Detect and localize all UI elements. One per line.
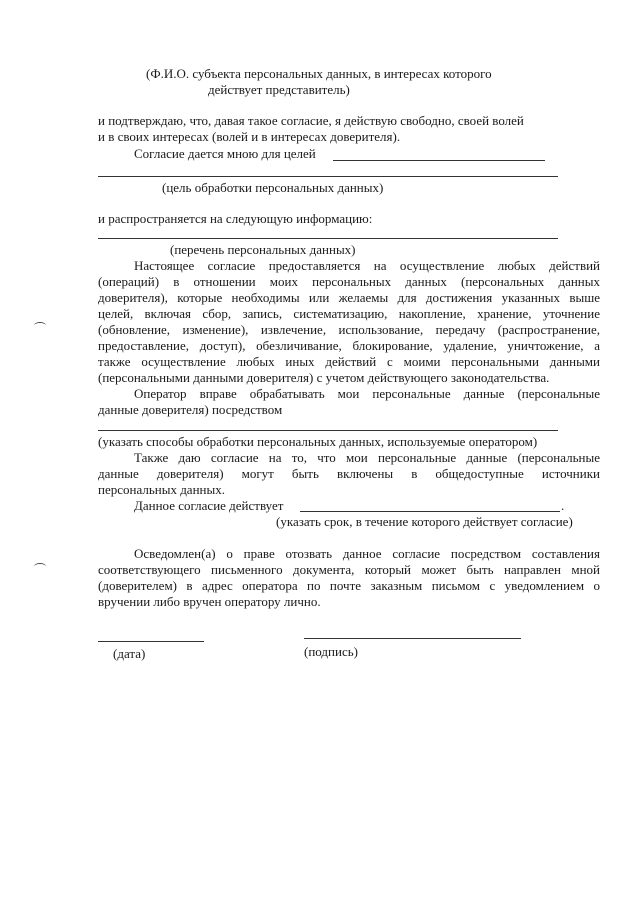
public-sources-line: данные доверителя) могут быть включены в общедоступные источники (98, 466, 600, 481)
operator-line-2: данные доверителя) посредством (98, 402, 283, 417)
info-label: и распространяется на следующую информацию: (98, 211, 373, 226)
consent-line: предоставление, доступ), обезличивание, блокирование, удаление, уничтожение, а (98, 338, 600, 353)
consent-line: (обновление, изменение), извлечение, использование, передачу (распространение, (98, 322, 600, 337)
date-blank (98, 641, 204, 642)
confirm-line-2: и в своих интересах (волей и в интересах доверителя). (98, 129, 401, 144)
purpose-label: Согласие дается мною для целей (134, 146, 316, 161)
validity-end: . (561, 498, 565, 513)
purpose-blank-full (98, 176, 558, 177)
scan-mark (34, 322, 46, 329)
revocation-line: Осведомлен(а) о праве отозвать данное согласие посредством составления (134, 546, 600, 561)
signature-caption: (подпись) (304, 644, 358, 659)
validity-blank (300, 511, 560, 512)
info-caption: (перечень персональных данных) (170, 242, 356, 257)
consent-line: (операций) в отношении моих персональных данных (персональных данных (98, 274, 600, 289)
public-sources-line: персональных данных. (98, 482, 225, 497)
operator-line-1: Оператор вправе обрабатывать мои персональные данные (персональные (134, 386, 600, 401)
consent-line: доверителя), которые необходимы или желаемы для достижения указанных выше (98, 290, 600, 305)
revocation-line: соответствующего письменного документа, который может быть направлен мной (98, 562, 600, 577)
purpose-caption: (цель обработки персональных данных) (162, 180, 384, 195)
public-sources-line: Также даю согласие на то, что мои персональные данные (персональные (134, 450, 600, 465)
representative-caption: действует представитель) (208, 82, 350, 97)
consent-line: (персональными данными доверителя) с учетом действующего законодательства. (98, 370, 550, 385)
revocation-line: (доверителем) в адрес оператора по почте заказным письмом с уведомлением о (98, 578, 600, 593)
date-caption: (дата) (113, 646, 146, 661)
subject-name-caption: (Ф.И.О. субъекта персональных данных, в интересах которого (146, 66, 492, 81)
operator-caption: (указать способы обработки персональных данных, используемые оператором) (98, 434, 538, 449)
operator-blank (98, 430, 558, 431)
validity-label: Данное согласие действует (134, 498, 284, 513)
consent-line: также осуществление любых иных действий с моими персональными данными (98, 354, 600, 369)
consent-line: целей, включая сбор, запись, систематизацию, накопление, хранение, уточнение (98, 306, 600, 321)
purpose-blank-short (333, 160, 545, 161)
consent-line: Настоящее согласие предоставляется на осуществление любых действий (134, 258, 600, 273)
info-blank (98, 238, 558, 239)
revocation-line: вручении либо вручен оператору лично. (98, 594, 321, 609)
scan-mark (34, 563, 46, 570)
validity-caption: (указать срок, в течение которого действует согласие) (276, 514, 573, 529)
signature-blank (304, 638, 521, 639)
confirm-line-1: и подтверждаю, что, давая такое согласие, я действую свободно, своей волей (98, 113, 524, 128)
